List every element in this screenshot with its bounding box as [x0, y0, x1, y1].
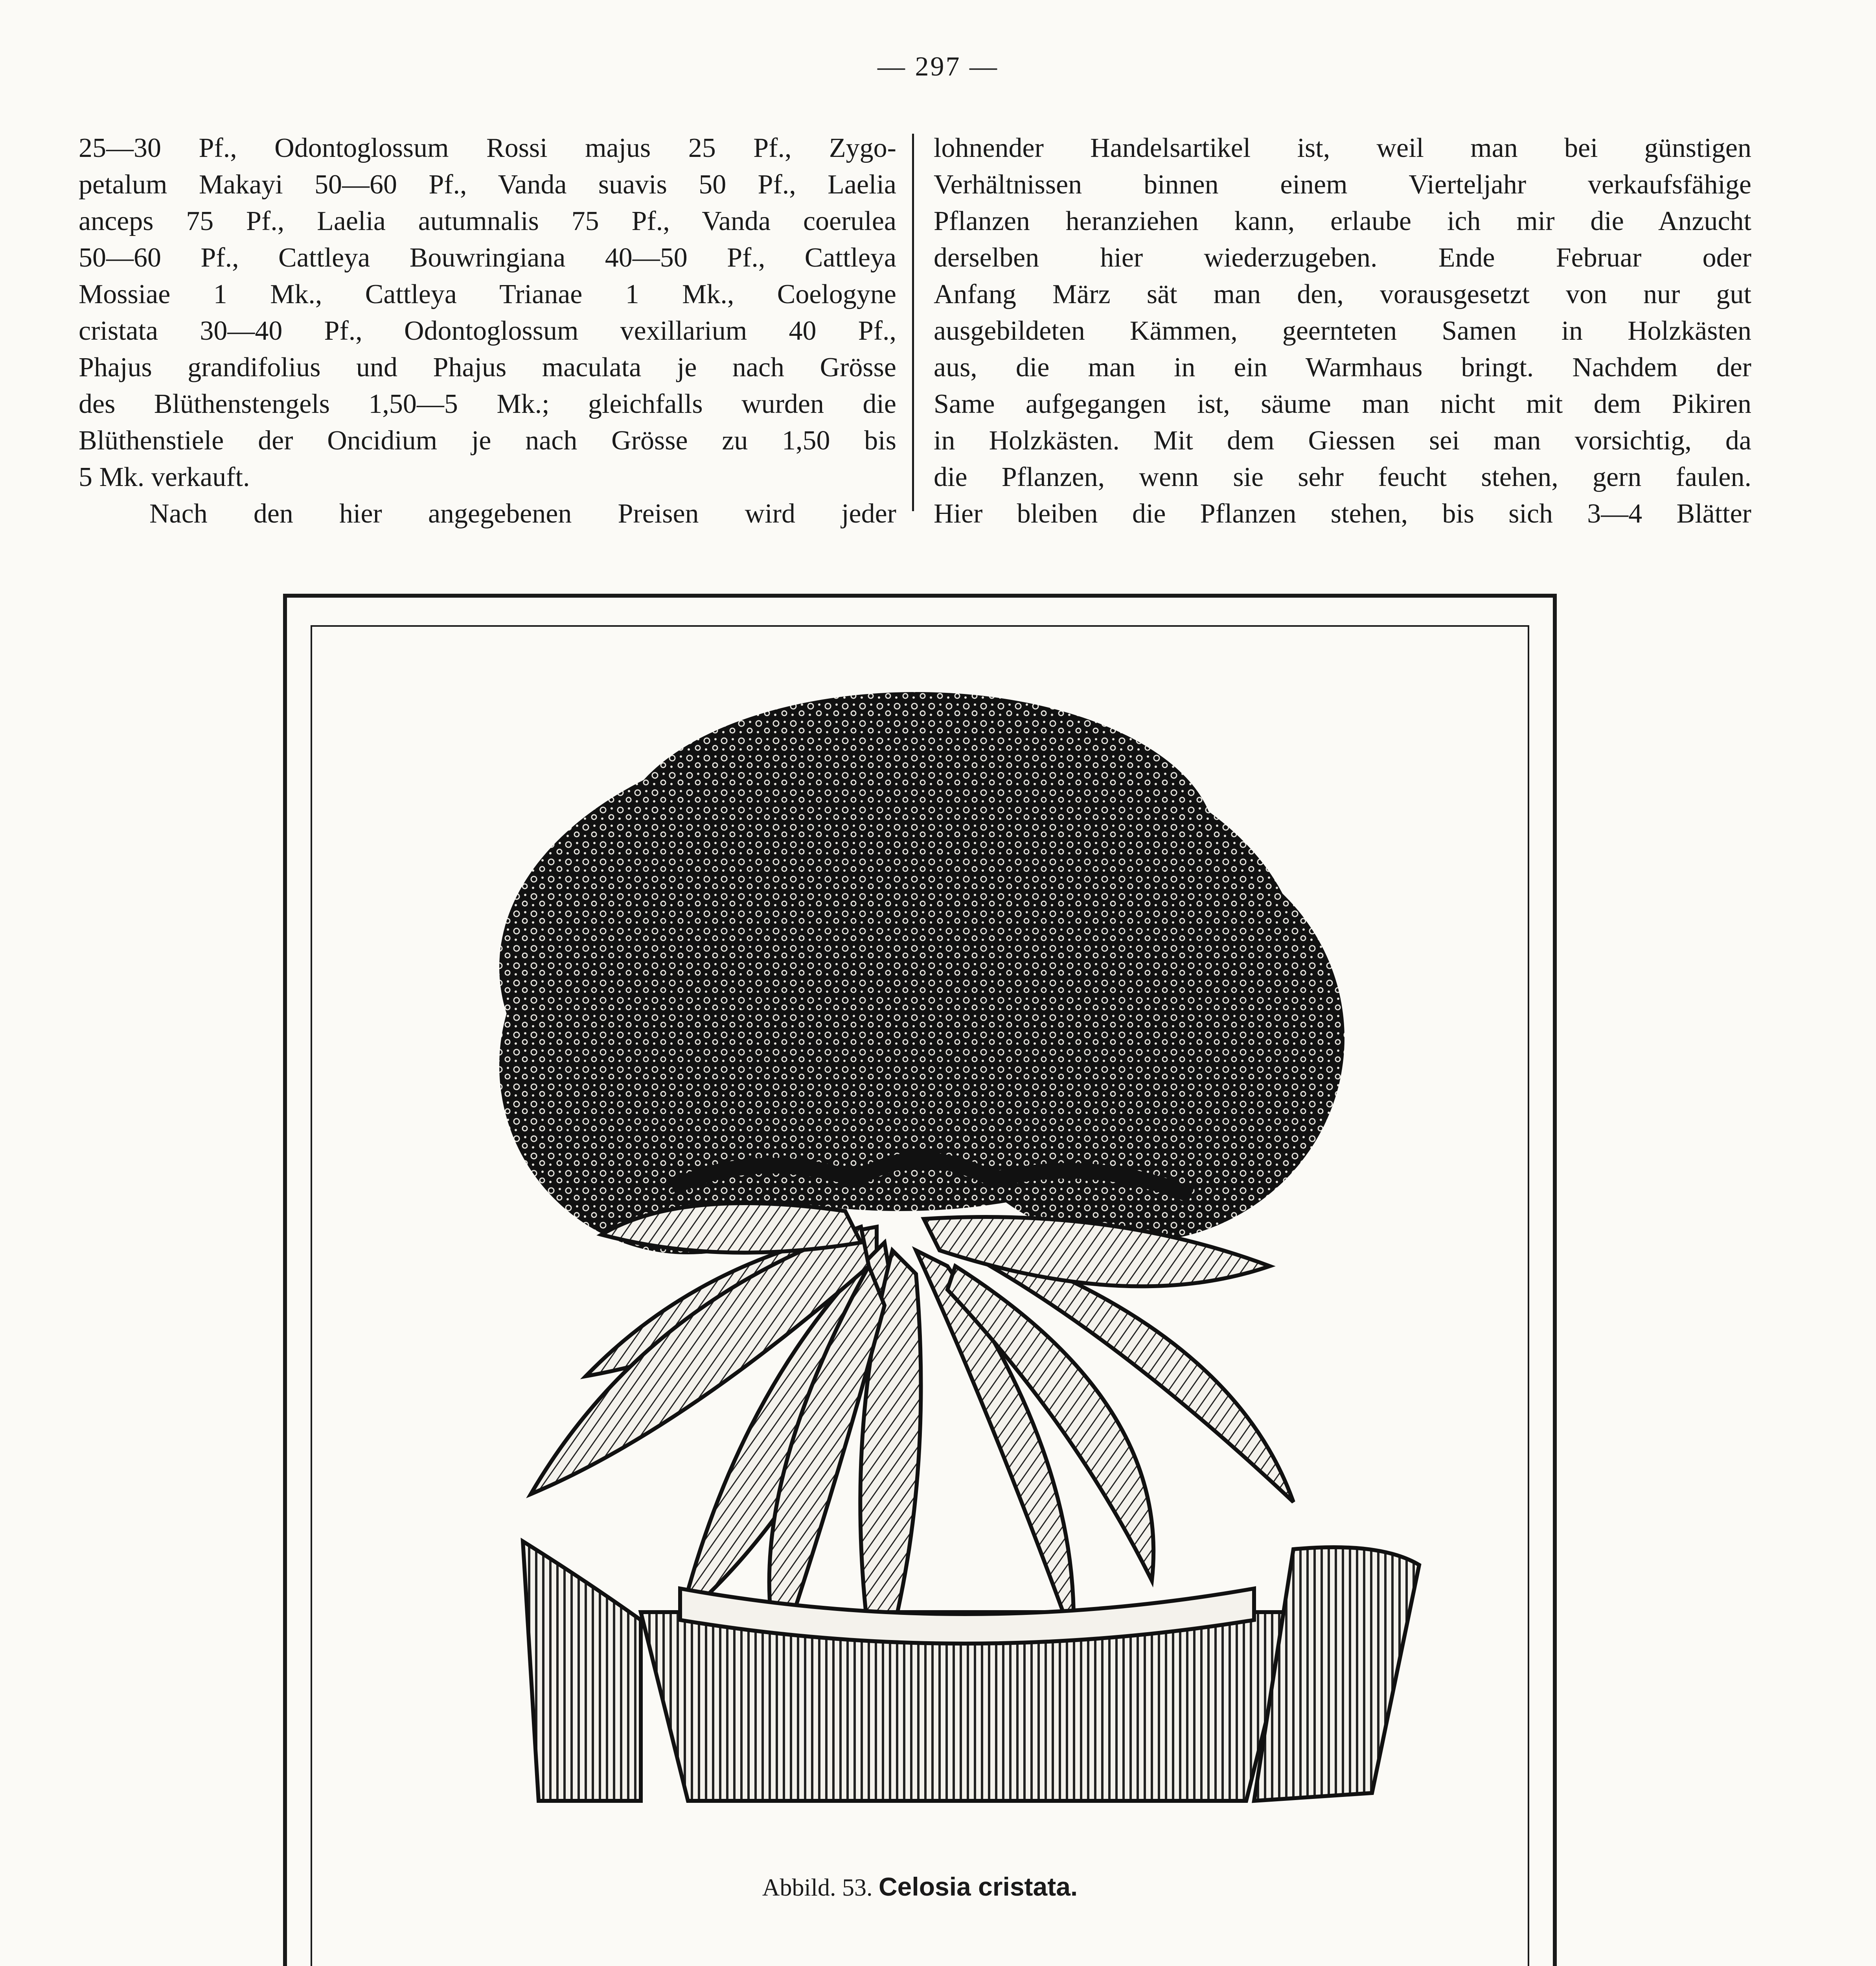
top-right-column — [934, 130, 1751, 532]
top-left-column — [79, 130, 896, 532]
text-line: Same aufgegangen ist, säume man nicht mit dem Pikiren — [934, 389, 1751, 419]
figure-caption — [287, 1872, 1553, 1902]
text-line: die Pflanzen, wenn sie sehr feucht stehen, gern faulen. — [934, 462, 1751, 492]
text-line: cristata 30—40 Pf., Odontoglossum vexillarium 40 Pf., — [79, 316, 896, 346]
figure-frame — [283, 594, 1557, 1966]
text-line: Nach den hier angegebenen Preisen wird jeder — [149, 499, 896, 529]
flower-head — [499, 692, 1344, 1254]
caption-species: Celosia cristata. — [878, 1872, 1078, 1901]
text-line: Phajus grandifolius und Phajus maculata je nach Grösse — [79, 352, 896, 383]
text-line: anceps 75 Pf., Laelia autumnalis 75 Pf., Vanda coerulea — [79, 206, 896, 236]
caption-label: Abbild. 53. — [762, 1874, 873, 1901]
text-line: Anfang März sät man den, vorausgesetzt von nur gut — [934, 279, 1751, 309]
text-line: ausgebildeten Kämmen, geernteten Samen in Holzkästen — [934, 316, 1751, 346]
text-line: 25—30 Pf., Odontoglossum Rossi majus 25 Pf., Zygo- — [79, 133, 896, 163]
text-line: Verhältnissen binnen einem Vierteljahr verkaufsfähige — [934, 169, 1751, 200]
text-line: lohnender Handelsartikel ist, weil man bei günstigen — [934, 133, 1751, 163]
page-number: — 297 — — [877, 52, 999, 82]
text-line: aus, die man in ein Warmhaus bringt. Nachdem der — [934, 352, 1751, 383]
text-line: Blüthenstiele der Oncidium je nach Grösse zu 1,50 bis — [79, 425, 896, 456]
column-rule-top — [912, 134, 914, 511]
flower-pot — [523, 1541, 1419, 1801]
text-line: in Holzkästen. Mit dem Giessen sei man vorsichtig, da — [934, 425, 1751, 456]
text-line: Mossiae 1 Mk., Cattleya Trianae 1 Mk., Coelogyne — [79, 279, 896, 309]
text-line: Hier bleiben die Pflanzen stehen, bis sich 3—4 Blätter — [934, 499, 1751, 529]
text-line: derselben hier wiederzugeben. Ende Februar oder — [934, 243, 1751, 273]
text-line: 5 Mk. verkauft. — [79, 462, 250, 492]
celosia-illustration — [287, 598, 1553, 1856]
text-line: 50—60 Pf., Cattleya Bouwringiana 40—50 Pf., Cattleya — [79, 243, 896, 273]
text-line: des Blüthenstengels 1,50—5 Mk.; gleichfalls wurden die — [79, 389, 896, 419]
text-line: petalum Makayi 50—60 Pf., Vanda suavis 50 Pf., Laelia — [79, 169, 896, 200]
text-line: Pflanzen heranziehen kann, erlaube ich mir die Anzucht — [934, 206, 1751, 236]
